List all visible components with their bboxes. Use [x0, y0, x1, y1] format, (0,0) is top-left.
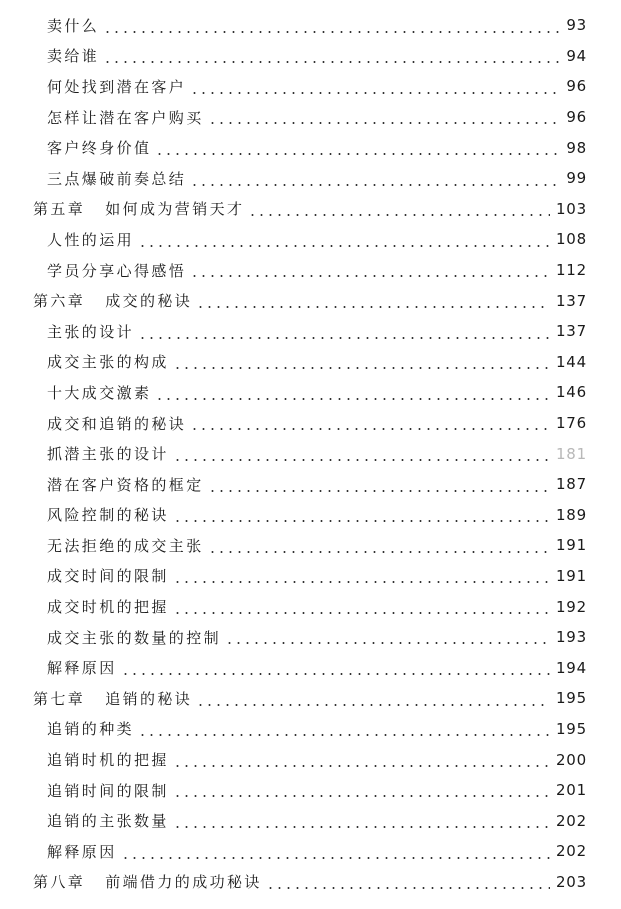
- toc-page-number: 112: [555, 261, 587, 280]
- toc-entry-title: 学员分享心得感悟: [47, 261, 187, 280]
- toc-section-row[interactable]: [0, 224, 621, 255]
- dot-leader: [248, 203, 550, 217]
- toc-section-row[interactable]: [0, 163, 621, 194]
- toc-page-number: 195: [555, 719, 587, 738]
- toc-section-row[interactable]: [0, 500, 621, 531]
- toc-section-row[interactable]: [0, 622, 621, 653]
- toc-entry-title: 卖什么: [47, 16, 100, 35]
- dot-leader: [173, 570, 550, 584]
- dot-leader: [208, 540, 550, 554]
- dot-leader: [225, 631, 550, 645]
- dot-leader: [173, 448, 550, 462]
- toc-chapter-row[interactable]: [0, 867, 621, 898]
- toc-section-row[interactable]: [0, 591, 621, 622]
- toc-section-row[interactable]: [0, 775, 621, 806]
- toc-section-row[interactable]: [0, 469, 621, 500]
- dot-leader: [266, 876, 550, 890]
- toc-page-number: 99: [566, 169, 587, 188]
- toc-section-row[interactable]: [0, 438, 621, 469]
- dot-leader: [208, 479, 550, 493]
- toc-entry-title: 追销时机的把握: [47, 751, 169, 770]
- dot-leader: [196, 693, 550, 707]
- toc-section-row[interactable]: [0, 744, 621, 775]
- dot-leader: [155, 142, 560, 156]
- toc-page-number: 195: [555, 689, 587, 708]
- dot-leader: [121, 662, 550, 676]
- dot-leader: [190, 417, 550, 431]
- toc-entry-title: 追销的种类: [47, 720, 135, 739]
- toc-section-row[interactable]: [0, 408, 621, 439]
- toc-entry-title: 卖给谁: [47, 47, 100, 66]
- toc-entry-title: 成交的秘诀: [105, 292, 193, 311]
- toc-page-number: 181: [555, 444, 587, 463]
- toc-section-row[interactable]: [0, 347, 621, 378]
- toc-entry-title: 十大成交激素: [47, 383, 152, 402]
- toc-section-row[interactable]: [0, 714, 621, 745]
- toc-page-number: 94: [566, 46, 587, 65]
- toc-section-row[interactable]: [0, 71, 621, 102]
- toc-section-row[interactable]: [0, 836, 621, 867]
- toc-entry-title: 成交时机的把握: [47, 598, 169, 617]
- dot-leader: [173, 815, 550, 829]
- dot-leader: [190, 264, 550, 278]
- toc-page-number: 146: [555, 383, 587, 402]
- toc-page-number: 202: [555, 842, 587, 861]
- toc-page-number: 187: [555, 475, 587, 494]
- toc-entry-title: 潜在客户资格的框定: [47, 475, 204, 494]
- toc-chapter-row[interactable]: [0, 683, 621, 714]
- dot-leader: [121, 846, 550, 860]
- toc-page-number: 108: [555, 230, 587, 249]
- toc-entry-title: 追销的主张数量: [47, 812, 169, 831]
- toc-chapter-row[interactable]: [0, 285, 621, 316]
- dot-leader: [103, 20, 560, 34]
- toc-section-row[interactable]: [0, 41, 621, 72]
- dot-leader: [138, 326, 550, 340]
- toc-page-number: 192: [555, 597, 587, 616]
- toc-page-number: 176: [555, 414, 587, 433]
- toc-entry-title: 成交主张的数量的控制: [47, 628, 222, 647]
- toc-entry-title: 无法拒绝的成交主张: [47, 536, 204, 555]
- toc-page-number: 96: [566, 108, 587, 127]
- toc-section-row[interactable]: [0, 10, 621, 41]
- toc-chapter-row[interactable]: [0, 194, 621, 225]
- toc-entry-title: 三点爆破前奏总结: [47, 169, 187, 188]
- toc-entry-title: 追销的秘诀: [105, 689, 193, 708]
- toc-page-number: 137: [555, 291, 587, 310]
- toc-entry-title: 人性的运用: [47, 230, 135, 249]
- toc-chapter-number: 第五章: [33, 200, 86, 219]
- dot-leader: [173, 509, 550, 523]
- toc-page-number: 189: [555, 505, 587, 524]
- dot-leader: [103, 50, 560, 64]
- dot-leader: [138, 234, 550, 248]
- toc-section-row[interactable]: [0, 530, 621, 561]
- toc-section-row[interactable]: [0, 316, 621, 347]
- dot-leader: [190, 81, 560, 95]
- toc-section-row[interactable]: [0, 561, 621, 592]
- toc-page-number: 201: [555, 781, 587, 800]
- toc-entry-title: 何处找到潜在客户: [47, 77, 187, 96]
- toc-page-number: 103: [555, 199, 587, 218]
- toc-page-number: 96: [566, 77, 587, 96]
- dot-leader: [190, 173, 560, 187]
- toc-page-number: 203: [555, 872, 587, 891]
- toc-entry-title: 成交主张的构成: [47, 353, 169, 372]
- toc-page-number: 144: [555, 352, 587, 371]
- toc-entry-title: 前端借力的成功秘诀: [105, 873, 262, 892]
- toc-entry-title: 成交和追销的秘诀: [47, 414, 187, 433]
- toc-page-number: 137: [555, 322, 587, 341]
- toc-section-row[interactable]: [0, 805, 621, 836]
- toc-entry-title: 抓潜主张的设计: [47, 445, 169, 464]
- toc-entry-title: 怎样让潜在客户购买: [47, 108, 204, 127]
- toc-page-number: 98: [566, 138, 587, 157]
- toc-chapter-number: 第七章: [33, 689, 86, 708]
- dot-leader: [173, 356, 550, 370]
- toc-page-number: 202: [555, 811, 587, 830]
- table-of-contents: [0, 10, 621, 897]
- toc-section-row[interactable]: [0, 652, 621, 683]
- toc-entry-title: 如何成为营销天才: [105, 200, 245, 219]
- toc-entry-title: 追销时间的限制: [47, 781, 169, 800]
- toc-chapter-number: 第六章: [33, 292, 86, 311]
- toc-page-number: 191: [555, 536, 587, 555]
- toc-page-number: 93: [566, 16, 587, 35]
- toc-chapter-number: 第八章: [33, 873, 86, 892]
- toc-entry-title: 风险控制的秘诀: [47, 506, 169, 525]
- toc-page-number: 200: [555, 750, 587, 769]
- dot-leader: [173, 754, 550, 768]
- dot-leader: [196, 295, 550, 309]
- toc-entry-title: 解释原因: [47, 842, 117, 861]
- dot-leader: [155, 387, 550, 401]
- toc-entry-title: 解释原因: [47, 659, 117, 678]
- toc-page-number: 193: [555, 628, 587, 647]
- toc-entry-title: 主张的设计: [47, 322, 135, 341]
- toc-section-row[interactable]: [0, 132, 621, 163]
- dot-leader: [208, 111, 561, 125]
- toc-entry-title: 客户终身价值: [47, 139, 152, 158]
- dot-leader: [173, 784, 550, 798]
- toc-entry-title: 成交时间的限制: [47, 567, 169, 586]
- toc-section-row[interactable]: [0, 102, 621, 133]
- toc-section-row[interactable]: [0, 377, 621, 408]
- dot-leader: [173, 601, 550, 615]
- toc-page-number: 194: [555, 658, 587, 677]
- dot-leader: [138, 723, 550, 737]
- toc-section-row[interactable]: [0, 255, 621, 286]
- toc-page-number: 191: [555, 566, 587, 585]
